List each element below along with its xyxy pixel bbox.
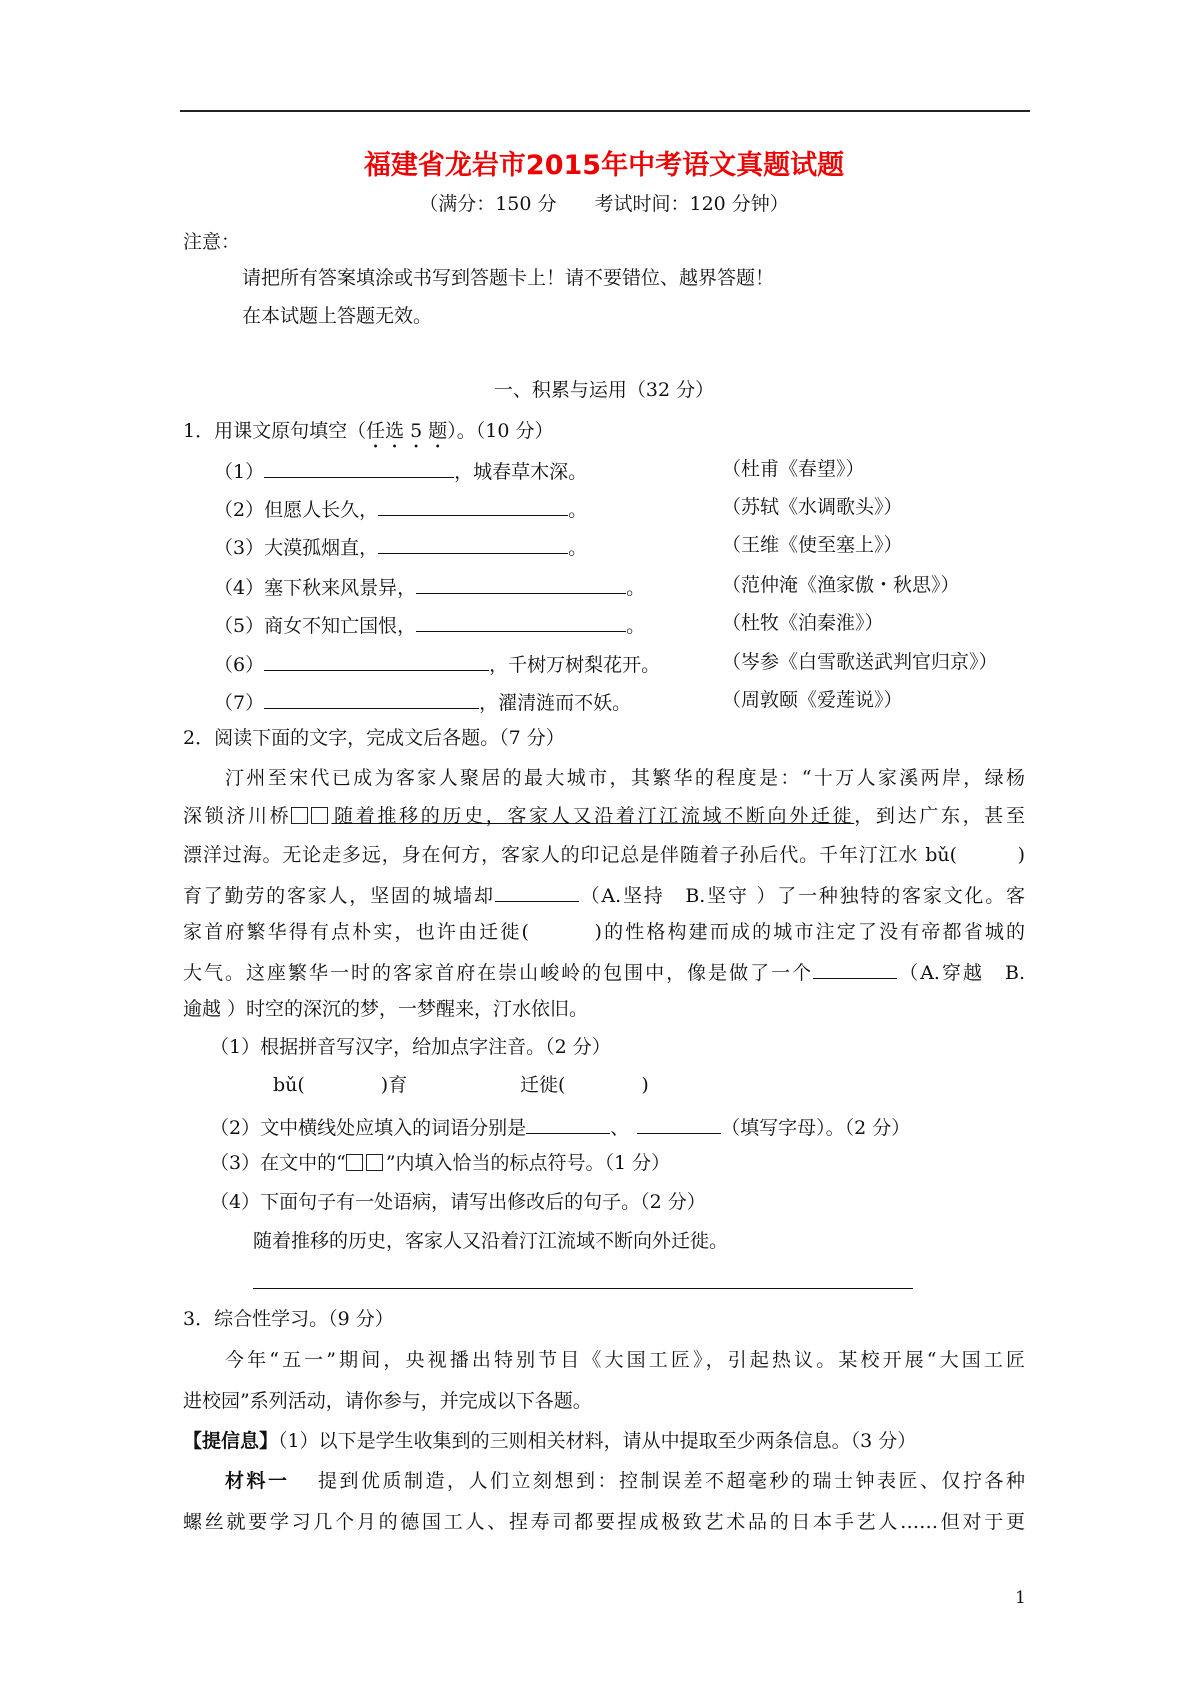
sub-text: ”内填入恰当的标点符号。（1 分） [385, 1152, 671, 1174]
underlined-sentence: 随着推移的历史，客家人又沿着汀江流域不断向外迁徙 [331, 805, 855, 827]
passage-text: （A.坚持 B.坚守 ）了一种独特的客家文化。客 [578, 885, 1025, 907]
passage-line [183, 958, 1025, 985]
item-text: 。 [626, 577, 646, 599]
pinyin-item: bǔ( )育 [273, 1074, 408, 1096]
sub-question: （1）根据拼音写汉字，给加点字注音。（2 分） [210, 1036, 611, 1058]
fill-blank-item [214, 495, 587, 522]
item-source: （杜甫《春望》） [722, 458, 865, 480]
fill-blank-item [214, 457, 587, 484]
blank-box [291, 805, 331, 827]
notice-label: 注意： [183, 231, 241, 253]
answer-blank[interactable] [526, 1113, 610, 1134]
item-source: （苏轼《水调歌头》） [722, 496, 903, 518]
passage-text: （A.穿越 B. [897, 962, 1025, 984]
material-text: 提到优质制造，人们立刻想到：控制误差不超毫秒的瑞士钟表匠、仅拧各种 [315, 1470, 1025, 1492]
item-number: （7） [214, 692, 265, 714]
task-text: （1）以下是学生收集到的三则相关材料，请从中提取至少两条信息。（3 分） [278, 1430, 917, 1452]
item-source: （范仲淹《渔家傲・秋思》） [722, 574, 960, 596]
answer-blank[interactable] [416, 573, 626, 594]
item-text: ，千树万树梨花开。 [489, 654, 661, 676]
answer-blank[interactable] [378, 495, 568, 516]
answer-line[interactable] [253, 1288, 913, 1289]
fill-blank-item [214, 533, 587, 560]
item-number: （3） [214, 537, 265, 559]
item-text: 。 [568, 537, 588, 559]
material-line [225, 1469, 1025, 1493]
fill-blank-item [214, 650, 660, 677]
answer-blank[interactable] [416, 611, 626, 632]
sub-question [210, 1113, 910, 1140]
faulty-sentence: 随着推移的历史，客家人又沿着汀江流域不断向外迁徙。 [253, 1230, 729, 1252]
answer-blank[interactable] [378, 533, 568, 554]
answer-blank[interactable] [637, 1113, 721, 1134]
item-number: （5） [214, 615, 265, 637]
answer-blank[interactable] [495, 881, 579, 902]
item-text: ，濯清涟而不妖。 [479, 692, 632, 714]
task-tag: 【提信息】 [183, 1430, 279, 1452]
question-1-stem [183, 419, 553, 453]
fill-blank-item [214, 573, 645, 600]
item-text: 但愿人长久， [264, 499, 379, 521]
item-text: 。 [568, 499, 588, 521]
stem-text: ）。（10 分） [447, 420, 554, 442]
answer-blank[interactable] [813, 958, 897, 979]
pinyin-item: 迁徙( ) [520, 1074, 649, 1096]
item-source: （王维《使至塞上》） [722, 534, 903, 556]
task-line [183, 1429, 916, 1453]
answer-blank[interactable] [264, 457, 454, 478]
sub-text: （填写字母）。（2 分） [721, 1117, 911, 1139]
notice-line: 在本试题上答题无效。 [242, 305, 433, 327]
item-text: 塞下秋来风景异， [264, 577, 417, 599]
item-number: （1） [214, 461, 265, 483]
item-text: 大漠孤烟直， [264, 537, 379, 559]
answer-blank[interactable] [264, 650, 489, 671]
page-title: 福建省龙岩市2015年中考语文真题试题 [363, 150, 845, 181]
fill-blank-item [214, 611, 645, 638]
sub-text: （3）在文中的“ [210, 1152, 346, 1174]
passage-line: 进校园”系列活动，请你参与，并完成以下各题。 [183, 1390, 592, 1412]
item-source: （周敦颐《爱莲说》） [722, 689, 903, 711]
item-text: 商女不知亡国恨， [264, 615, 417, 637]
item-source: （岑参《白雪歌送武判官归京》） [722, 651, 998, 673]
sub-text: 、 [610, 1117, 630, 1139]
item-source: （杜牧《泊秦淮》） [722, 612, 884, 634]
passage-line [183, 881, 1025, 908]
material-line: 螺丝就要学习几个月的德国工人、捏寿司都要捏成极致艺术品的日本手艺人……但对于更 [183, 1511, 1025, 1533]
passage-line: 漂洋过海。无论走多远，身在何方，客家人的印记总是伴随着子孙后代。千年汀江水 bǔ( ) [183, 844, 1025, 866]
item-text: ，城春草木深。 [454, 461, 588, 483]
item-text: 。 [626, 615, 646, 637]
answer-blank[interactable] [264, 688, 479, 709]
material-label: 材料一 [225, 1470, 290, 1492]
passage-text: 育了勤劳的客家人，坚固的城墙却 [183, 885, 495, 907]
subtitle: （满分：150 分 考试时间：120 分钟） [419, 193, 789, 215]
stem-emphasis: 任选 5 题 [366, 420, 448, 442]
passage-line: 汀州至宋代已成为客家人聚居的最大城市，其繁华的程度是：“十万人家溪两岸，绿杨 [225, 767, 1025, 789]
item-number: （4） [214, 577, 265, 599]
stem-text: 1．用课文原句填空（ [183, 420, 367, 442]
passage-line: 逾越 ）时空的深沉的梦，一梦醒来，汀水依旧。 [183, 998, 589, 1020]
item-number: （2） [214, 499, 265, 521]
page-number: 1 [1015, 1588, 1026, 1608]
question-2-stem: 2．阅读下面的文字，完成文后各题。（7 分） [183, 727, 565, 749]
passage-text: ，到达广东，甚至 [854, 805, 1025, 827]
notice-line: 请把所有答案填涂或书写到答题卡上！请不要错位、越界答题！ [242, 267, 775, 289]
sub-question [210, 1151, 670, 1175]
sub-question: （4）下面句子有一处语病，请写出修改后的句子。（2 分） [210, 1191, 706, 1213]
question-3-stem: 3．综合性学习。（9 分） [183, 1308, 394, 1330]
passage-text: 深锁济川桥 [183, 805, 292, 827]
passage-line [183, 804, 1025, 828]
section-heading: 一、积累与运用（32 分） [493, 379, 715, 401]
passage-line: 家首府繁华得有点朴实，也许由迁徙( )的性格构建而成的城市注定了没有帝都省城的 [183, 921, 1025, 943]
sub-text: （2）文中横线处应填入的词语分别是 [210, 1117, 527, 1139]
passage-line: 今年“五一”期间，央视播出特别节目《大国工匠》，引起热议。某校开展“大国工匠 [225, 1349, 1025, 1371]
blank-box [346, 1152, 386, 1174]
header-rule [180, 110, 1030, 112]
item-number: （6） [214, 654, 265, 676]
passage-text: 大气。这座繁华一时的客家首府在崇山峻岭的包围中，像是做了一个 [183, 962, 814, 984]
fill-blank-item [214, 688, 631, 715]
